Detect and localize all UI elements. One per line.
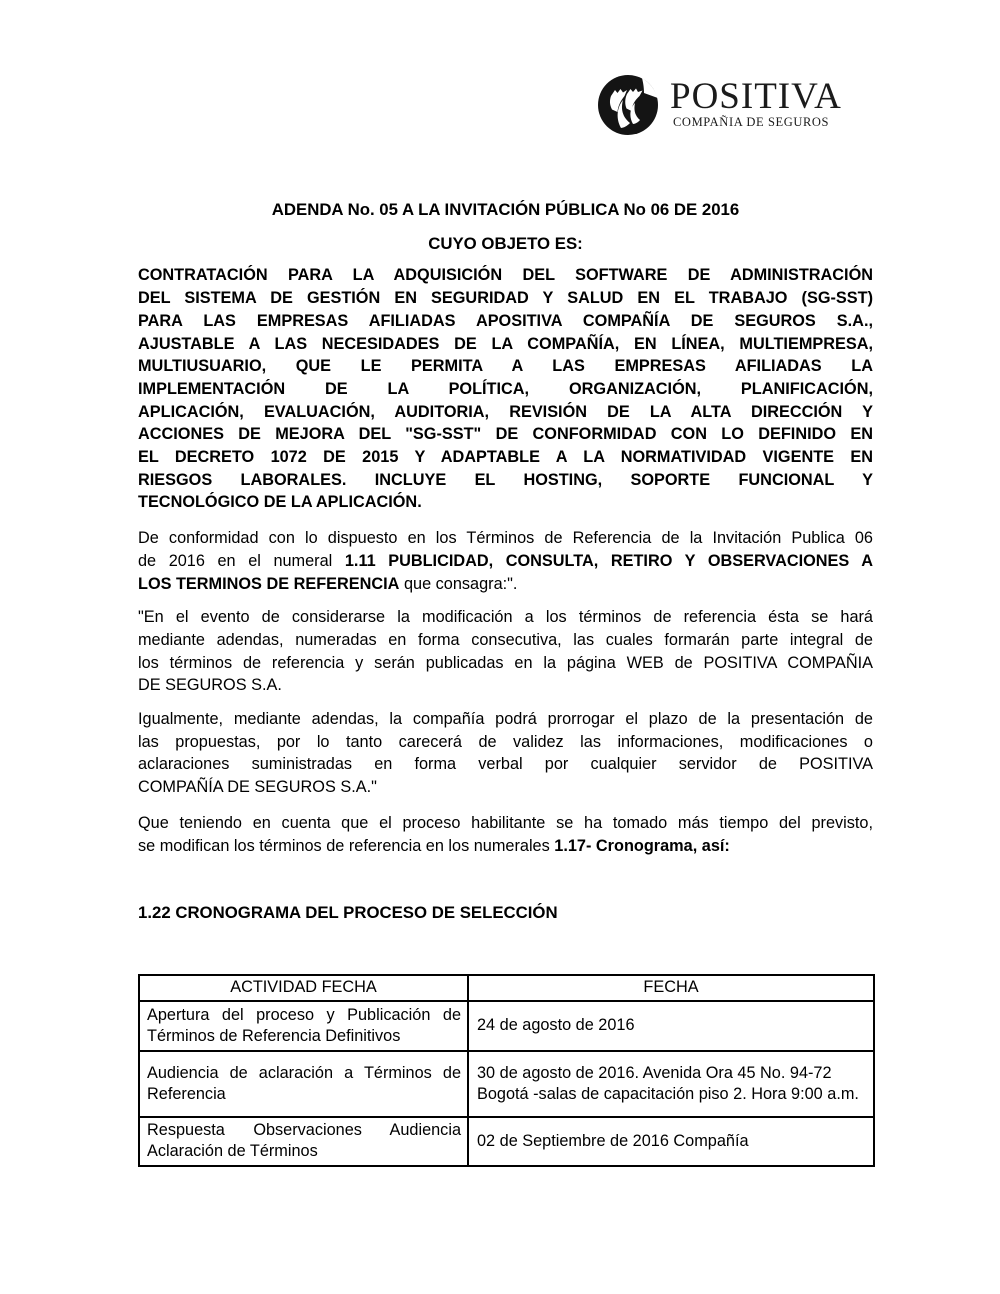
paragraph-line [138, 550, 873, 573]
objeto-line: EL DECRETO 1072 DE 2015 Y ADAPTABLE A LA NORMATIVIDAD VIGENTE EN [138, 448, 873, 467]
paragraph-teniendo [138, 812, 873, 857]
paragraph-conformidad [138, 527, 873, 595]
logo-tagline: COMPAÑIA DE SEGUROS [673, 115, 830, 129]
objeto-line: CONTRATACIÓN PARA LA ADQUISICIÓN DEL SOFTWARE DE ADMINISTRACIÓN [138, 266, 873, 285]
objeto-line: IMPLEMENTACIÓN DE LA POLÍTICA, ORGANIZACIÓN, PLANIFICACIÓN, [138, 379, 873, 398]
text-run: Que teniendo en cuenta que el proceso habilitante se ha tomado más tiempo del previsto, [138, 813, 873, 832]
text-run: se modifican los términos de referencia en los numerales [138, 836, 555, 855]
doc-title: ADENDA No. 05 A LA INVITACIÓN PÚBLICA No 06 DE 2016 [271, 200, 740, 219]
objeto-line: PARA LAS EMPRESAS AFILIADAS APOSITIVA COMPAÑÍA DE SEGUROS S.A., [138, 311, 873, 330]
header-actividad: ACTIVIDAD FECHA [139, 975, 468, 1001]
document-body [138, 0, 873, 1167]
cell-actividad: Audiencia de aclaración a Términos de Referencia [139, 1051, 468, 1117]
cell-fecha: 02 de Septiembre de 2016 Compañía [468, 1117, 874, 1166]
paragraph-line [138, 812, 873, 835]
paragraph-line: DE SEGUROS S.A. [138, 676, 282, 695]
text-run: que consagra:". [399, 574, 518, 593]
paragraph-line: "En el evento de considerarse la modificación a los términos de referencia ésta se hará [138, 608, 873, 627]
table-row [139, 1051, 874, 1117]
objeto-line: MULTIUSUARIO, QUE LE PERMITA A LAS EMPRESAS AFILIADAS LA [138, 357, 873, 376]
text-run-bold: LOS TERMINOS DE REFERENCIA [138, 574, 400, 593]
paragraph-evento [138, 606, 873, 697]
objeto-line: TECNOLÓGICO DE LA APLICACIÓN. [138, 493, 422, 512]
paragraph-line: COMPAÑÍA DE SEGUROS S.A." [138, 778, 377, 797]
paragraph-line: mediante adendas, numeradas en forma consecutiva, las cuales formarán parte integral de [138, 630, 873, 649]
paragraph-line: los términos de referencia y serán publicadas en la página WEB de POSITIVA COMPAÑIA [138, 653, 873, 672]
table-row [139, 1001, 874, 1051]
objeto-line: ACCIONES DE MEJORA DEL "SG-SST" DE CONFORMIDAD CON LO DEFINIDO EN [138, 425, 873, 444]
text-run: De conformidad con lo dispuesto en los Términos de Referencia de la Invitación Publica 06 [138, 529, 873, 548]
objeto-line: DEL SISTEMA DE GESTIÓN EN SEGURIDAD Y SALUD EN EL TRABAJO (SG-SST) [138, 289, 873, 308]
paragraph-line [138, 573, 873, 596]
objeto-line: AJUSTABLE A LAS NECESIDADES DE LA COMPAÑÍA, EN LÍNEA, MULTIEMPRESA, [138, 334, 873, 353]
cell-fecha: 24 de agosto de 2016 [468, 1001, 874, 1051]
cell-actividad: Respuesta Observaciones Audiencia Aclaración de Términos [139, 1117, 468, 1166]
paragraph-igualmente [138, 708, 873, 799]
objeto-paragraph [138, 264, 873, 514]
paragraph-line [138, 527, 873, 550]
text-run: de 2016 en el numeral [138, 551, 345, 570]
paragraph-line: Igualmente, mediante adendas, la compañía podrá prorrogar el plazo de la presentación de [138, 710, 873, 729]
section-heading: 1.22 CRONOGRAMA DEL PROCESO DE SELECCIÓN [138, 903, 558, 923]
header-fecha: FECHA [468, 975, 874, 1001]
table-row [139, 1117, 874, 1166]
cell-actividad: Apertura del proceso y Publicación de Términos de Referencia Definitivos [139, 1001, 468, 1051]
text-run-bold: 1.11 PUBLICIDAD, CONSULTA, RETIRO Y OBSERVACIONES A [344, 551, 873, 570]
doc-subtitle: CUYO OBJETO ES: [428, 233, 583, 253]
table-header-row [139, 975, 874, 1001]
text-run-bold: 1.17- Cronograma, así: [554, 836, 730, 855]
objeto-line: RIESGOS LABORALES. INCLUYE EL HOSTING, SOPORTE FUNCIONAL Y [138, 470, 873, 489]
paragraph-line: las propuestas, por lo tanto carecerá de validez las informaciones, modificaciones o [138, 732, 873, 751]
schedule-table [138, 974, 875, 1167]
objeto-line: APLICACIÓN, EVALUACIÓN, AUDITORIA, REVISIÓN DE LA ALTA DIRECCIÓN Y [138, 402, 873, 421]
paragraph-line: aclaraciones suministradas en forma verbal por cualquier servidor de POSITIVA [138, 755, 873, 774]
logo-name: POSITIVA [670, 76, 842, 117]
cell-fecha: 30 de agosto de 2016. Avenida Ora 45 No. 94-72 Bogotá -salas de capacitación piso 2. Hora 9:00 a.m. [468, 1051, 874, 1117]
paragraph-line [138, 835, 873, 858]
